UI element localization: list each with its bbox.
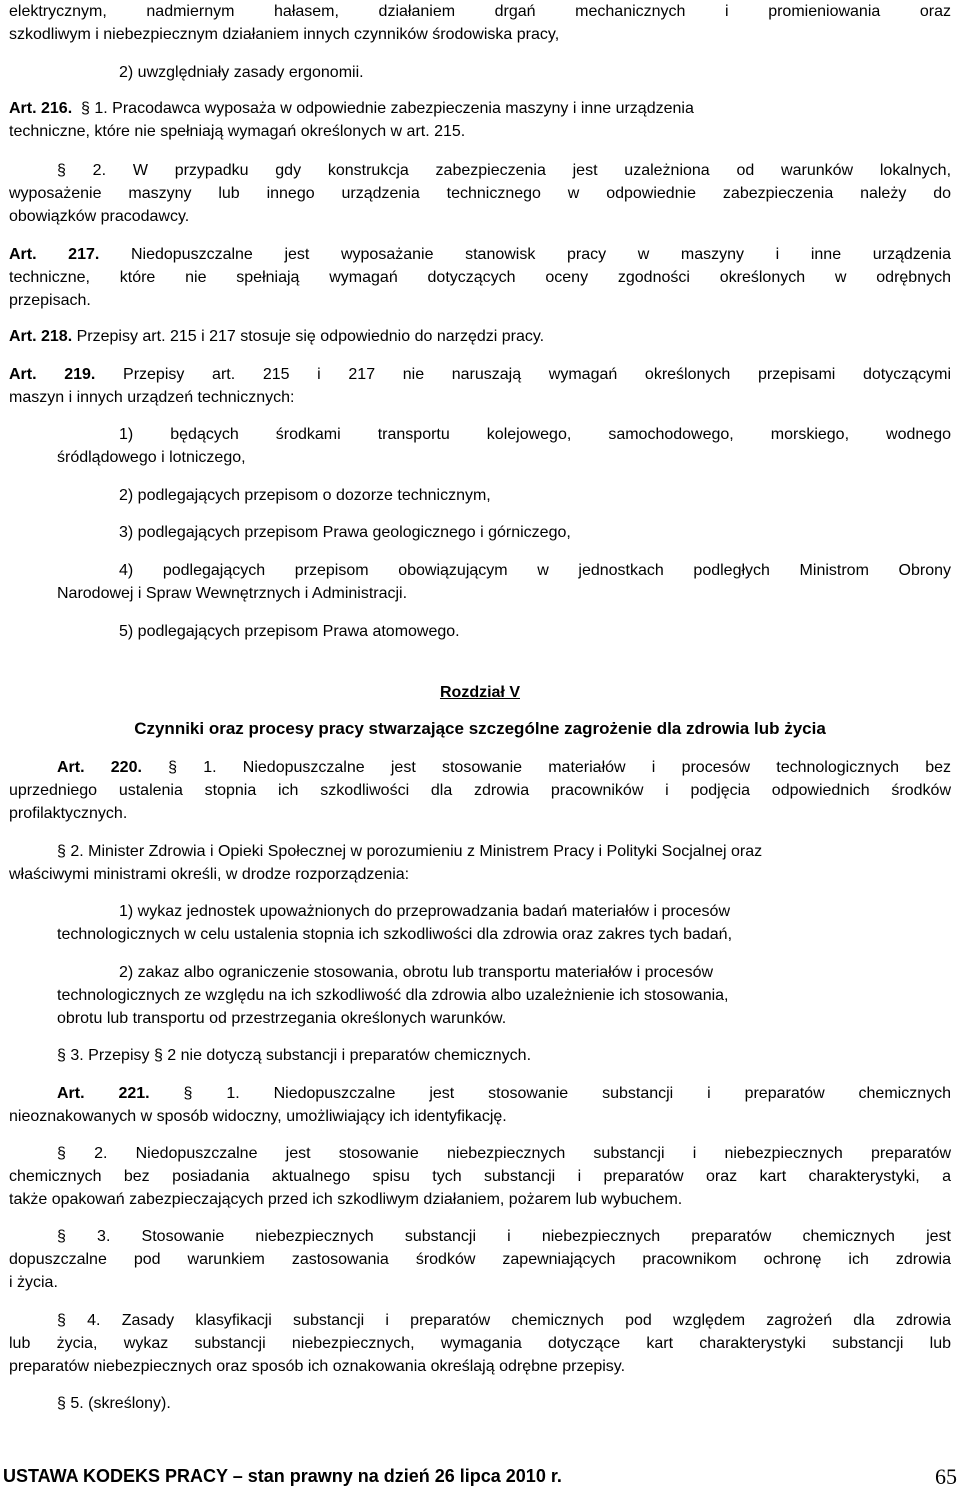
page-number: 65 xyxy=(935,1464,957,1489)
section-mark: § 5. xyxy=(57,1395,84,1412)
paragraph-text: właściwymi ministrami określi, w drodze rozporządzenia: xyxy=(9,866,410,883)
paragraph-text: Niedopuszczalne jest stosowanie materiałów i procesów technologicznych bez xyxy=(242,759,951,776)
paragraph-text: Przepisy art. 215 i 217 nie naruszają wymagań określonych przepisami dotyczącymi xyxy=(123,366,952,383)
paragraph-text: Niedopuszczalne jest stosowanie substancji i preparatów chemicznych xyxy=(273,1085,952,1102)
list-item: 1) będących środkami transportu kolejowego, samochodowego, morskiego, wodnego xyxy=(119,426,951,443)
paragraph-text: maszyn i innych urządzeń technicznych: xyxy=(9,389,295,406)
article-label: Art. 217. xyxy=(9,246,100,263)
section-mark: § 2. xyxy=(57,843,84,860)
paragraph-text: Minister Zdrowia i Opieki Społecznej w porozumieniu z Ministrem Pracy i Polityki Socjalnej oraz xyxy=(88,843,763,860)
list-item-continuation: technologicznych w celu ustalenia stopnia ich szkodliwości dla zdrowia oraz zakres tych badań, xyxy=(57,926,733,943)
list-item: 2) uwzględniały zasady ergonomii. xyxy=(119,64,364,81)
section-mark: § 1. xyxy=(81,100,108,117)
article-label: Art. 220. xyxy=(57,759,142,776)
continuation-line: szkodliwym i niebezpiecznym działaniem innych czynników środowiska pracy, xyxy=(9,26,560,43)
paragraph-text: Niedopuszczalne jest wyposażanie stanowisk pracy w maszyny i inne urządzenia xyxy=(130,246,952,263)
article-label: Art. 221. xyxy=(57,1085,150,1102)
article-218 xyxy=(9,325,951,348)
paragraph-text: obowiązków pracodawcy. xyxy=(9,208,190,225)
section-mark: § 1. xyxy=(183,1085,240,1102)
paragraph-text: Przepisy art. 215 i 217 stosuje się odpowiednio do narzędzi pracy. xyxy=(76,328,545,345)
paragraph-text: przepisach. xyxy=(9,292,91,309)
list-item-continuation: obrotu lub transportu od przestrzegania określonych warunków. xyxy=(57,1010,507,1027)
list-item: 3) podlegających przepisom Prawa geologicznego i górniczego, xyxy=(119,524,571,541)
chapter-subtitle: Czynniki oraz procesy pracy stwarzające szczególne zagrożenie dla zdrowia lub życia xyxy=(134,719,826,738)
continuation-line: elektrycznym, nadmiernym hałasem, działaniem drgań mechanicznych i promieniowania oraz xyxy=(9,3,951,20)
article-220-section-3 xyxy=(57,1044,951,1067)
paragraph-text: wyposażenie maszyny lub innego urządzenia technicznego w odpowiednie zabezpieczenia należy do xyxy=(9,185,951,202)
paragraph-text: uprzedniego ustalenia stopnia ich szkodliwości dla zdrowia pracowników i podjęcia odpowiednich środków xyxy=(9,782,951,799)
paragraph-text: W przypadku gdy konstrukcja zabezpieczenia jest uzależniona od warunków lokalnych, xyxy=(132,162,952,179)
section-mark: § 3. xyxy=(57,1228,111,1245)
chapter-title: Rozdział V xyxy=(439,684,520,701)
section-mark: § 4. xyxy=(57,1312,101,1329)
paragraph-text: także opakowań zabezpieczających przed ich szkodliwym działaniem, pożarem lub wybuchem. xyxy=(9,1191,683,1208)
paragraph-text: nieoznakowanych w sposób widoczny, umożliwiający ich identyfikację. xyxy=(9,1108,507,1125)
list-item: 2) podlegających przepisom o dozorze technicznym, xyxy=(119,487,491,504)
article-220-section-2 xyxy=(57,840,951,863)
paragraph-text: profilaktycznych. xyxy=(9,805,128,822)
article-219 xyxy=(9,363,951,386)
section-mark: § 1. xyxy=(168,759,217,776)
article-216 xyxy=(9,97,951,120)
paragraph-text: Niedopuszczalne jest stosowanie niebezpiecznych substancji i niebezpiecznych preparatów xyxy=(135,1145,951,1162)
article-216-section-2 xyxy=(9,159,951,182)
article-221-section-4 xyxy=(57,1309,951,1332)
paragraph-text: Pracodawca wyposaża w odpowiednie zabezpieczenia maszyny i inne urządzenia xyxy=(112,100,694,117)
list-item: 1) wykaz jednostek upoważnionych do przeprowadzania badań materiałów i procesów xyxy=(119,903,731,920)
paragraph-text: techniczne, które nie spełniają wymagań dotyczących oceny zgodności określonych w odrębnych xyxy=(9,269,951,286)
article-217 xyxy=(9,243,951,266)
article-label: Art. 216. xyxy=(9,100,73,117)
section-mark: § 2. xyxy=(57,1145,108,1162)
article-221-section-3 xyxy=(57,1225,951,1248)
article-221-section-2 xyxy=(57,1142,951,1165)
list-item-continuation: śródlądowego i lotniczego, xyxy=(57,449,246,466)
section-mark: § 2. xyxy=(57,162,107,179)
list-item: 4) podlegających przepisom obowiązującym w jednostkach podległych Ministrom Obrony xyxy=(119,562,951,579)
paragraph-text: (skreślony). xyxy=(88,1395,171,1412)
list-item-continuation: Narodowej i Spraw Wewnętrznych i Administracji. xyxy=(57,585,408,602)
paragraph-text: techniczne, które nie spełniają wymagań określonych w art. 215. xyxy=(9,123,466,140)
page-footer xyxy=(3,1465,957,1489)
section-mark: § 3. xyxy=(57,1047,84,1064)
article-label: Art. 218. xyxy=(9,328,73,345)
paragraph-text: Stosowanie niebezpiecznych substancji i niebezpiecznych preparatów chemicznych jest xyxy=(141,1228,951,1245)
paragraph-text: Zasady klasyfikacji substancji i preparatów chemicznych pod względem zagrożeń dla zdrowia xyxy=(121,1312,952,1329)
list-item-continuation: technologicznych ze względu na ich szkodliwość dla zdrowia albo uzależnienie ich stosowania, xyxy=(57,987,729,1004)
footer-title: USTAWA KODEKS PRACY – stan prawny na dzień 26 lipca 2010 r. xyxy=(3,1466,562,1486)
paragraph-text: dopuszczalne pod warunkiem zastosowania środków zapewniających pracownikom ochronę ich zdrowia xyxy=(9,1251,951,1268)
article-label: Art. 219. xyxy=(9,366,96,383)
paragraph-text: chemicznych bez posiadania aktualnego spisu tych substancji i preparatów oraz kart charakterystyki, a xyxy=(9,1168,951,1185)
list-item: 2) zakaz albo ograniczenie stosowania, obrotu lub transportu materiałów i procesów xyxy=(119,964,714,981)
list-item: 5) podlegających przepisom Prawa atomowego. xyxy=(119,623,460,640)
paragraph-text: lub życia, wykaz substancji niebezpiecznych, wymagania dotyczące kart charakterystyki substancji lub xyxy=(9,1335,951,1352)
paragraph-text: i życia. xyxy=(9,1274,58,1291)
article-221 xyxy=(57,1082,951,1105)
article-220 xyxy=(57,756,951,779)
paragraph-text: preparatów niebezpiecznych oraz sposób ich oznakowania określają odrębne przepisy. xyxy=(9,1358,626,1375)
article-221-section-5 xyxy=(57,1392,951,1415)
paragraph-text: Przepisy § 2 nie dotyczą substancji i preparatów chemicznych. xyxy=(88,1047,532,1064)
